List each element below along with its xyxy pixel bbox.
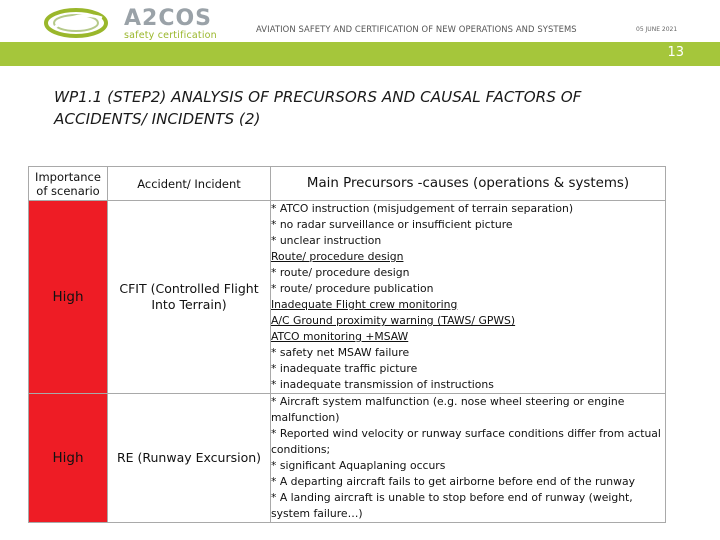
table-row xyxy=(29,201,666,394)
precursor-item: * no radar surveillance or insufficient picture xyxy=(271,218,513,231)
slide-title: WP1.1 (STEP2) ANALYSIS OF PRECURSORS AND CAUSAL FACTORS OF ACCIDENTS/ INCIDENTS (2) xyxy=(54,88,582,128)
precursor-item: * significant Aquaplaning occurs xyxy=(271,459,446,472)
logo-wordmark: A2COS xyxy=(124,6,213,31)
page-number: 13 xyxy=(667,45,684,60)
precursors-cell xyxy=(271,201,666,394)
precursors-table xyxy=(28,166,666,523)
document-date: 05 JUNE 2021 xyxy=(636,26,678,33)
precursor-item: * Reported wind velocity or runway surface conditions differ from actual conditions; xyxy=(271,427,661,456)
precursor-item: * ATCO instruction (misjudgement of terrain separation) xyxy=(271,202,574,215)
precursor-item: * A departing aircraft fails to get airborne before end of the runway xyxy=(271,475,635,488)
header-accent-bar xyxy=(0,42,720,66)
precursors-cell xyxy=(271,394,666,523)
precursor-item: * safety net MSAW failure xyxy=(271,346,410,359)
precursor-item: * Aircraft system malfunction (e.g. nose wheel steering or engine malfunction) xyxy=(271,395,625,424)
precursor-item: Inadequate Flight crew monitoring xyxy=(271,298,458,311)
importance-cell: High xyxy=(29,394,108,523)
precursor-item: * route/ procedure publication xyxy=(271,282,434,295)
logo-swoosh-icon xyxy=(36,6,122,40)
a2cos-logo xyxy=(36,6,226,40)
precursor-item: A/C Ground proximity warning (TAWS/ GPWS) xyxy=(271,314,516,327)
precursor-item: * inadequate transmission of instructions xyxy=(271,378,494,391)
precursor-item: Route/ procedure design xyxy=(271,250,404,263)
logo-subtitle: safety certification xyxy=(124,30,217,41)
precursor-item: ATCO monitoring +MSAW xyxy=(271,330,409,343)
header-accident: Accident/ Incident xyxy=(108,167,271,201)
accident-cell: CFIT (Controlled Flight Into Terrain) xyxy=(108,201,271,394)
table-row xyxy=(29,394,666,523)
precursor-item: * route/ procedure design xyxy=(271,266,410,279)
precursor-item: * inadequate traffic picture xyxy=(271,362,418,375)
header-precursors: Main Precursors -causes (operations & systems) xyxy=(271,167,666,201)
slide-header xyxy=(0,0,720,42)
header-importance: Importance of scenario xyxy=(29,167,108,201)
precursor-item: * A landing aircraft is unable to stop before end of runway (weight, system failure…) xyxy=(271,491,633,520)
accident-cell: RE (Runway Excursion) xyxy=(108,394,271,523)
precursor-item: * unclear instruction xyxy=(271,234,382,247)
table-header-row xyxy=(29,167,666,201)
document-title: AVIATION SAFETY AND CERTIFICATION OF NEW OPERATIONS AND SYSTEMS xyxy=(256,24,577,34)
importance-cell: High xyxy=(29,201,108,394)
